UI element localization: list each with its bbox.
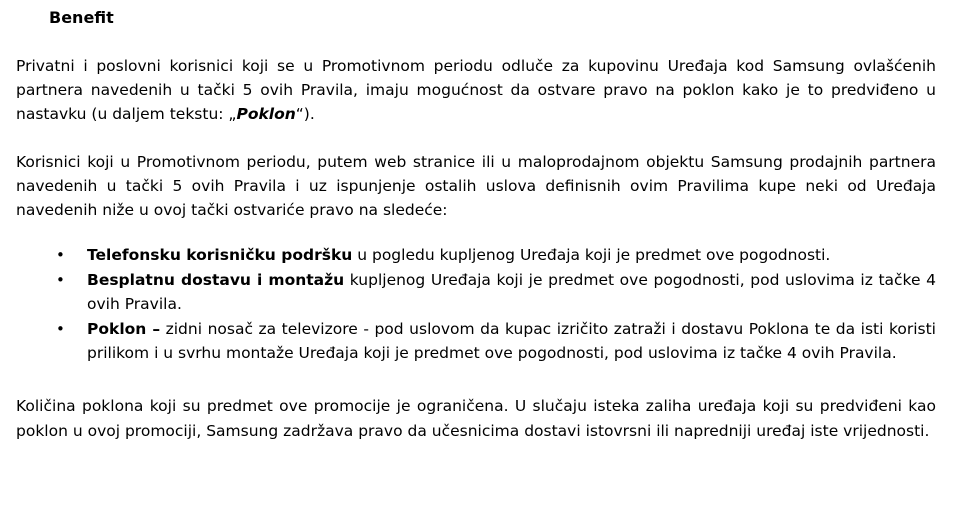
gift-term: Poklon [236, 105, 296, 123]
bullet-icon: • [56, 319, 65, 338]
list-item-support [16, 243, 936, 268]
limitation-paragraph: Količina poklona koji su predmet ove promocije je ograničena. U slučaju isteka zaliha uređaja koji su predviđeni kao poklon u ovoj promociji, Samsung zadržava pravo da učesnicima dostavi istovrsni ili napredniji uređaj iste vrijednosti. [16, 396, 936, 440]
benefit-list [16, 243, 936, 366]
list-item-title: Poklon – [87, 319, 161, 338]
list-item-text: zidni nosač za televizore - pod uslovom da kupac izričito zatraži i dostavu Poklona te da isti koristi prilikom i u svrhu montaže Uređaja koji je predmet ove pogodnosti, pod uslovima iz tačke 4 ovih Pravila. [87, 319, 936, 362]
intro-paragraph [16, 54, 936, 126]
bullet-icon: • [56, 270, 65, 289]
intro-text-before: Privatni i poslovni korisnici koji se u Promotivnom periodu odluče za kupovinu Uređaja kod Samsung ovlašćenih partnera navedenih u tački 5 ovih Pravila, imaju mogućnost da ostvare pravo na poklon kako je to predviđeno u nastavku (u daljem tekstu: „ [16, 57, 936, 123]
list-item-title: Telefonsku korisničku podršku [87, 246, 353, 264]
intro-text-after: “). [295, 105, 315, 123]
section-heading: Benefit [49, 8, 114, 27]
conditions-paragraph: Korisnici koji u Promotivnom periodu, putem web stranice ili u maloprodajnom objektu Samsung prodajnih partnera navedenih u tački 5 ovih Pravila i uz ispunjenje ostalih uslova definisnih ovim Pravilima kupe neki od Uređaja navedenih niže u ovoj tački ostvariće pravo na sledeće: [16, 153, 936, 219]
list-item-title: Besplatnu dostavu i montažu [87, 270, 345, 289]
list-item-gift [16, 317, 936, 366]
bullet-icon: • [56, 246, 65, 264]
document-page [16, 6, 936, 444]
list-item-delivery [16, 268, 936, 317]
list-item-text: u pogledu kupljenog Uređaja koji je predmet ove pogodnosti. [352, 246, 831, 264]
list-item-text: kupljenog Uređaja koji je predmet ove pogodnosti, pod uslovima iz tačke 4 ovih Pravila. [87, 270, 936, 313]
